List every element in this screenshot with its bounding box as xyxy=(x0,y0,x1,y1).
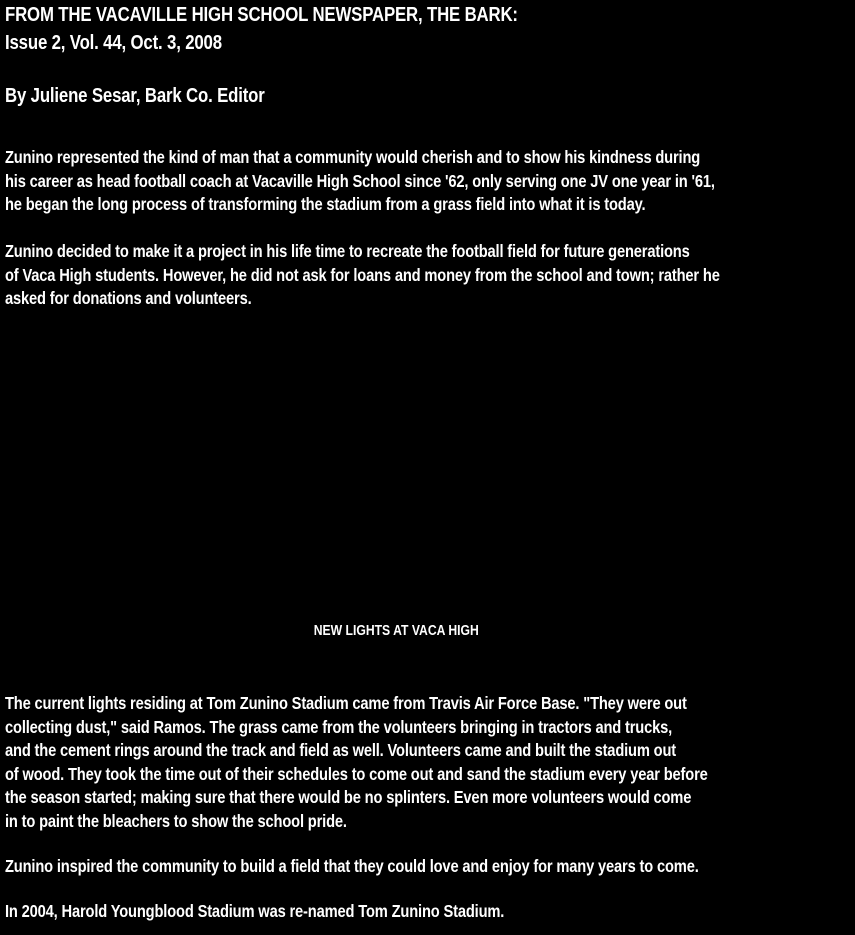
article-paragraph-5: In 2004, Harold Youngblood Stadium was re-named Tom Zunino Stadium. xyxy=(5,901,505,921)
photo-caption-container xyxy=(0,622,792,641)
photo-placeholder xyxy=(0,325,855,615)
article-paragraph-4: Zunino inspired the community to build a field that they could love and enjoy for many years to come. xyxy=(5,856,699,876)
article-paragraph-2: Zunino decided to make it a project in his life time to recreate the football field for future generations of Vaca High students. However, he did not ask for loans and money from the school and town; rather he asked for donations and volunteers. xyxy=(5,241,720,308)
article-paragraph-1: Zunino represented the kind of man that a community would cherish and to show his kindness during his career as head football coach at Vacaville High School since '62, only serving one JV one year in '61, he began the long process of transforming the stadium from a grass field into what it is today. xyxy=(5,147,715,214)
article-source-header: FROM THE VACAVILLE HIGH SCHOOL NEWSPAPER, THE BARK: Issue 2, Vol. 44, Oct. 3, 2008 xyxy=(5,4,518,54)
article-paragraph-3: The current lights residing at Tom Zunino Stadium came from Travis Air Force Base. "They were out collecting dust," said Ramos. The grass came from the volunteers bringing in tractors and trucks, and the cement rings around the track and field as well. Volunteers came and built the stadium out of wood. They took the time out of their schedules to come out and sand the stadium every year before the season started; making sure that there would be no splinters. Even more volunteers would come in to paint the bleachers to show the school pride. xyxy=(5,693,708,831)
article-byline: By Juliene Sesar, Bark Co. Editor xyxy=(5,85,265,107)
photo-caption: NEW LIGHTS AT VACA HIGH xyxy=(313,623,479,639)
